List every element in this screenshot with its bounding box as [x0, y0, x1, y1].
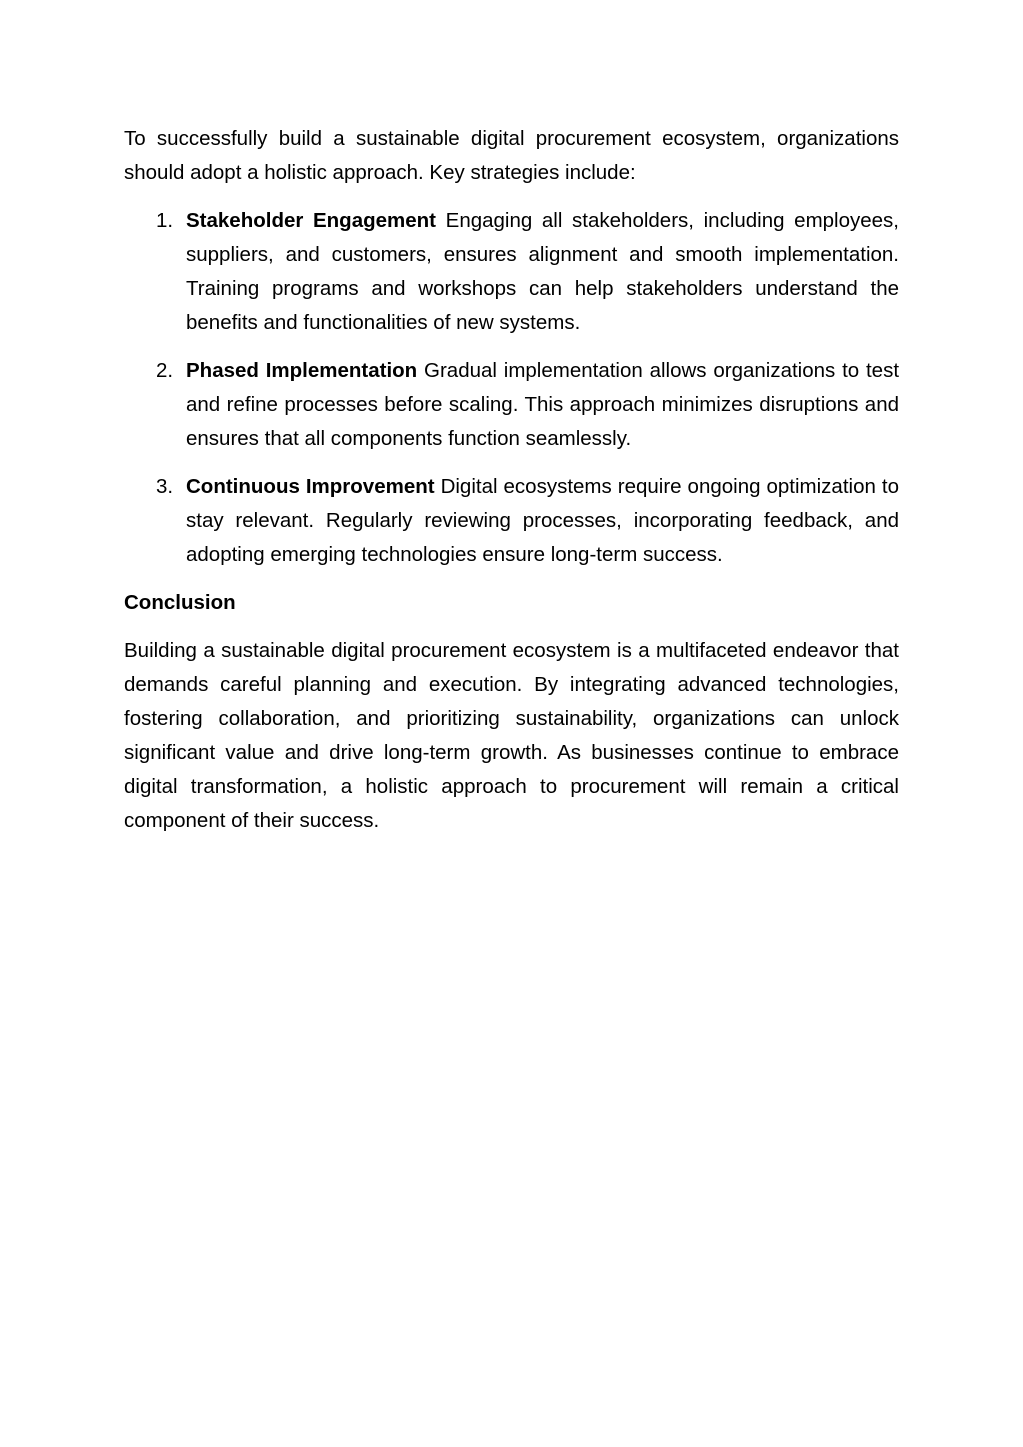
document-page [124, 122, 899, 838]
strategies-list [124, 204, 899, 572]
conclusion-paragraph: Building a sustainable digital procurement ecosystem is a multifaceted endeavor that demands careful planning and execution. By integrating advanced technologies, fostering collaboration, and prioritizing sustainability, organizations can unlock significant value and drive long-term growth. As businesses continue to embrace digital transformation, a holistic approach to procurement will remain a critical component of their success. [124, 639, 899, 832]
strategy-title: Continuous Improvement [186, 475, 435, 498]
list-number: 1. [156, 209, 174, 232]
strategy-text: Digital ecosystems require ongoing optimization to stay relevant. Regularly reviewing processes, incorporating feedback, and adopting emerging technologies ensure long-term success. [186, 475, 899, 566]
strategy-item-stakeholder-engagement [124, 204, 899, 340]
conclusion-heading: Conclusion [124, 591, 236, 614]
intro-paragraph: To successfully build a sustainable digital procurement ecosystem, organizations should adopt a holistic approach. Key strategies include: [124, 127, 899, 184]
strategy-item-continuous-improvement [124, 470, 899, 572]
strategy-title: Phased Implementation [186, 359, 418, 382]
list-number: 3. [156, 475, 174, 498]
list-number: 2. [156, 359, 174, 382]
strategy-title: Stakeholder Engagement [186, 209, 436, 232]
strategy-item-phased-implementation [124, 354, 899, 456]
strategy-text: Gradual implementation allows organizations to test and refine processes before scaling. This approach minimizes disruptions and ensures that all components function seamlessly. [186, 359, 900, 450]
strategy-text: Engaging all stakeholders, including employees, suppliers, and customers, ensures alignment and smooth implementation. Training programs and workshops can help stakeholders understand the benefits and functionalities of new systems. [186, 209, 899, 334]
